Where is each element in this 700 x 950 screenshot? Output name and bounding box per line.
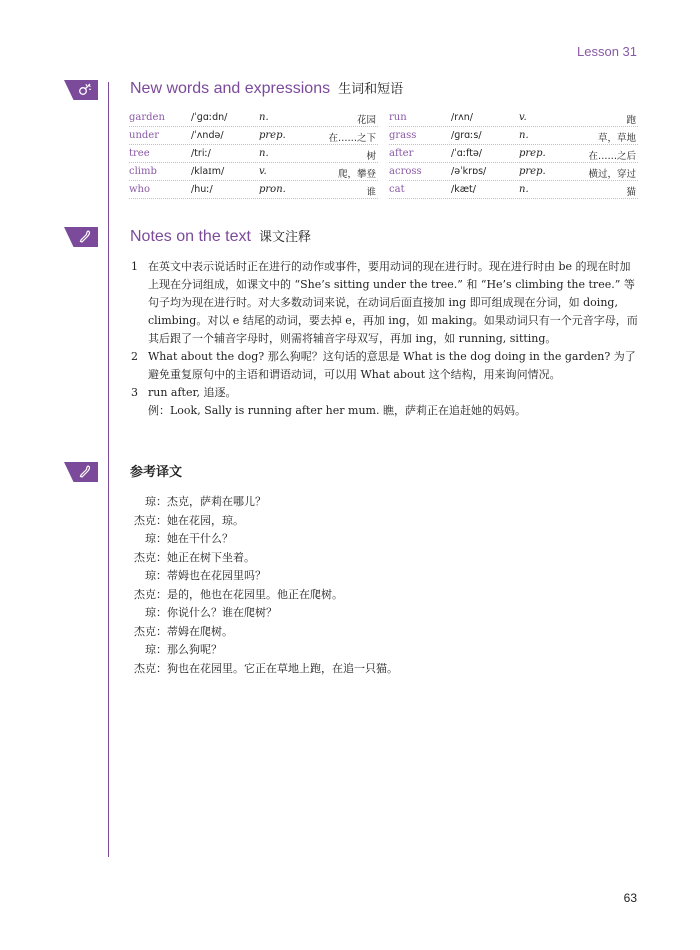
vocab-phonetic: /ˈɡɑːdn/	[191, 112, 228, 123]
dialog-text: 蒂姆在爬树。	[167, 624, 233, 638]
dialog-line	[130, 512, 398, 531]
translation-section-title: 参考译文	[130, 464, 183, 479]
notes-section-title	[130, 226, 311, 246]
translation-badge	[64, 462, 98, 482]
vocab-pos: n.	[259, 148, 269, 159]
dialog-text: 狗也在花园里。它正在草地上跑，在追一只猫。	[167, 661, 398, 675]
page-number: 63	[623, 891, 637, 905]
dialog-text: 她在干什么？	[167, 532, 233, 545]
dialog-colon: ：	[156, 532, 167, 545]
dialog-speaker: 杰克	[134, 513, 156, 527]
vocab-phonetic: /triː/	[191, 148, 211, 159]
vocab-word: tree	[129, 148, 150, 159]
note-number: 3	[131, 386, 138, 399]
vocab-phonetic: /ɡrɑːs/	[451, 130, 482, 141]
vocab-word: across	[389, 166, 422, 177]
note-number: 2	[131, 350, 138, 363]
vocab-row	[129, 109, 378, 127]
vocab-row	[389, 145, 638, 163]
dialog-line	[130, 530, 398, 549]
dialog-line	[130, 660, 398, 679]
dialog-speaker: 杰克	[134, 624, 156, 638]
vocab-row	[129, 127, 378, 145]
vocab-column-right	[389, 109, 638, 199]
vocab-phonetic: /kæt/	[451, 184, 476, 195]
vocab-meaning: 横过，穿过	[588, 169, 636, 180]
dialog-speaker: 杰克	[134, 550, 156, 564]
dialog-colon: ：	[156, 587, 167, 601]
notes-title-zh: 课文注释	[258, 229, 311, 244]
dialog-text: 那么狗呢？	[167, 643, 222, 656]
dialog-speaker: 琼	[145, 569, 156, 582]
vocab-phonetic: /rʌn/	[451, 112, 473, 123]
note-item	[131, 384, 641, 420]
dialog-speaker: 杰克	[134, 661, 156, 675]
vocab-pos: pron.	[259, 184, 286, 195]
vocab-word: who	[129, 184, 151, 195]
dialog-speaker: 琼	[145, 532, 156, 545]
dialog-line	[130, 623, 398, 642]
dialog-speaker: 琼	[145, 495, 156, 508]
note-text: run after, 追逐。	[148, 386, 237, 399]
vocab-pos: prep.	[519, 148, 546, 159]
vocab-section-title	[130, 78, 403, 98]
vocab-phonetic: /əˈkrɒs/	[451, 166, 487, 177]
vocab-row	[129, 181, 378, 199]
dialog-speaker: 杰克	[134, 587, 156, 601]
vocab-meaning: 谁	[366, 187, 376, 198]
dialog-text: 你说什么？谁在爬树？	[167, 606, 277, 619]
vocab-meaning: 花园	[356, 115, 376, 126]
bulb-icon	[77, 82, 93, 98]
vocab-badge	[64, 80, 98, 100]
dialog-colon: ：	[156, 606, 167, 619]
notes-badge	[64, 227, 98, 247]
vocab-word: climb	[129, 166, 157, 177]
lesson-label: Lesson 31	[577, 44, 637, 59]
vocab-meaning: 树	[366, 151, 376, 162]
vocab-meaning: 跑	[626, 115, 636, 126]
vocab-row	[389, 181, 638, 199]
note-body	[148, 384, 641, 420]
note-example: 例：Look, Sally is running after her mum. 瞧，萨莉正在追赶她的妈妈。	[148, 404, 526, 417]
dialog-speaker: 琼	[145, 643, 156, 656]
dialog-line	[130, 586, 398, 605]
dialog-text: 蒂姆也在花园里吗？	[167, 569, 266, 582]
vocab-meaning: 在……之后	[588, 151, 636, 162]
dialog-speaker: 琼	[145, 606, 156, 619]
dialog-line	[130, 641, 398, 660]
dialog-colon: ：	[156, 550, 167, 564]
dialog-colon: ：	[156, 643, 167, 656]
vocab-row	[129, 145, 378, 163]
vocab-pos: prep.	[259, 130, 286, 141]
vocab-word: garden	[129, 112, 165, 123]
vocab-column-left	[129, 109, 378, 199]
vocab-meaning: 在……之下	[328, 133, 376, 144]
dialog-text: 杰克，萨莉在哪儿？	[167, 495, 266, 508]
vocab-row	[389, 109, 638, 127]
pen-icon	[77, 229, 93, 245]
vocab-row	[389, 163, 638, 181]
margin-rule	[108, 82, 109, 857]
note-text: 在英文中表示说话时正在进行的动作或事件，要用动词的现在进行时。现在进行时由 be 的现在时加上现在分词组成，如课文中的 “She’s sitting under the tree.” 和 “He’s climbing the tree.” 等句子均为现在进行时。对大多数动词来说，在动词后面直接加 ing 即可组成现在分词，如 doing, climbing。对以 e 结尾的动词，要去掉 e，再加 ing，如 making。如果动词只有一个元音字母，而其后跟了一个辅音字母时，则需将辅音字母双写，再加 ing，如 running, sitting。	[148, 260, 638, 345]
vocab-pos: n.	[519, 184, 529, 195]
dialog-line	[130, 549, 398, 568]
vocab-phonetic: /huː/	[191, 184, 213, 195]
pen-icon	[77, 464, 93, 480]
dialog-text: 她正在树下坐着。	[167, 550, 255, 564]
dialog-line	[130, 604, 398, 623]
vocab-word: cat	[389, 184, 405, 195]
note-number: 1	[131, 260, 138, 273]
dialog-line	[130, 567, 398, 586]
vocab-phonetic: /ˈɑːftə/	[451, 148, 482, 159]
dialog-colon: ：	[156, 495, 167, 508]
vocab-row	[389, 127, 638, 145]
vocab-title-zh: 生词和短语	[338, 81, 404, 96]
vocab-meaning: 爬，攀登	[337, 169, 376, 180]
vocab-pos: n.	[519, 130, 529, 141]
vocab-pos: v.	[259, 166, 267, 177]
notes-title-en: Notes on the text	[130, 228, 251, 245]
vocab-meaning: 草，草地	[597, 133, 636, 144]
translation-dialog	[130, 493, 398, 678]
dialog-text: 她在花园，琼。	[167, 513, 244, 527]
dialog-colon: ：	[156, 513, 167, 527]
note-body	[148, 348, 641, 384]
note-item	[131, 258, 641, 348]
vocab-word: after	[389, 148, 414, 159]
dialog-text: 是的，他也在花园里。他正在爬树。	[167, 587, 343, 601]
note-body	[148, 258, 641, 348]
vocab-row	[129, 163, 378, 181]
note-text: What about the dog? 那么狗呢？这句话的意思是 What is the dog doing in the garden? 为了避免重复原句中的主语和谓语动词，可以用 What about 这个结构，用来询问情况。	[148, 350, 636, 381]
vocab-pos: n.	[259, 112, 269, 123]
vocab-word: run	[389, 112, 407, 123]
note-item	[131, 348, 641, 384]
vocab-meaning: 猫	[626, 187, 636, 198]
vocab-word: grass	[389, 130, 417, 141]
vocab-phonetic: /klaɪm/	[191, 166, 225, 177]
notes-list	[131, 258, 641, 420]
dialog-colon: ：	[156, 624, 167, 638]
vocab-word: under	[129, 130, 159, 141]
vocab-phonetic: /ˈʌndə/	[191, 130, 224, 141]
dialog-line	[130, 493, 398, 512]
vocab-pos: v.	[519, 112, 527, 123]
dialog-colon: ：	[156, 661, 167, 675]
dialog-colon: ：	[156, 569, 167, 582]
vocab-title-en: New words and expressions	[130, 80, 331, 97]
vocab-pos: prep.	[519, 166, 546, 177]
